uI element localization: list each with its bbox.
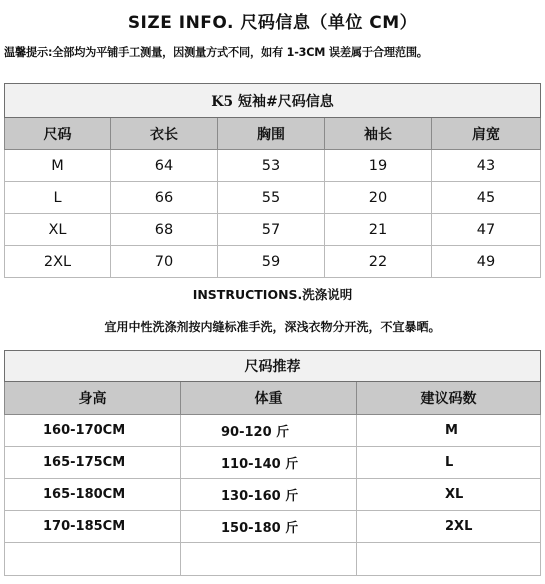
table-cell: 170-185CM (5, 511, 181, 543)
table-cell: 165-180CM (5, 479, 181, 511)
table-cell: 21 (325, 214, 432, 246)
table-cell: 2XL (357, 511, 541, 543)
table-cell: 64 (111, 150, 218, 182)
table-cell: 43 (432, 150, 541, 182)
column-header-size: 尺码 (5, 118, 111, 150)
table-cell: 53 (218, 150, 325, 182)
recommend-table-caption: 尺码推荐 (5, 351, 541, 382)
table-cell: 20 (325, 182, 432, 214)
size-table-caption: K5 短袖#尺码信息 (5, 84, 541, 118)
table-row (5, 447, 541, 479)
table-cell: 2XL (5, 246, 111, 278)
table-cell: 150-180 斤 (181, 511, 357, 543)
table-cell: M (5, 150, 111, 182)
table-row (5, 511, 541, 543)
column-header-chest: 胸围 (218, 118, 325, 150)
table-cell: 45 (432, 182, 541, 214)
table-cell (5, 543, 181, 576)
column-header-suggested-size: 建议码数 (357, 382, 541, 415)
table-row (5, 246, 541, 278)
table-cell: 160-170CM (5, 415, 181, 447)
table-cell: XL (5, 214, 111, 246)
table-cell: 49 (432, 246, 541, 278)
table-cell: 47 (432, 214, 541, 246)
table-cell: XL (357, 479, 541, 511)
instructions-title: INSTRUCTIONS.洗涤说明 (192, 287, 353, 302)
table-row (5, 479, 541, 511)
measurement-tip: 温馨提示:全部均为平铺手工测量，因测量方式不同，如有 1-3CM 误差属于合理范围。 (4, 46, 428, 59)
table-cell: 19 (325, 150, 432, 182)
column-header-weight: 体重 (181, 382, 357, 415)
table-row (5, 214, 541, 246)
table-cell: 57 (218, 214, 325, 246)
size-info-table (4, 83, 541, 278)
table-cell: 130-160 斤 (181, 479, 357, 511)
table-cell: 68 (111, 214, 218, 246)
size-recommendation-table (4, 350, 541, 576)
column-header-shoulder: 肩宽 (432, 118, 541, 150)
column-header-sleeve: 袖长 (325, 118, 432, 150)
table-cell: 110-140 斤 (181, 447, 357, 479)
table-cell: L (5, 182, 111, 214)
table-cell: 66 (111, 182, 218, 214)
empty-table-row (5, 543, 541, 576)
table-cell: 22 (325, 246, 432, 278)
table-cell: M (357, 415, 541, 447)
table-cell: 90-120 斤 (181, 415, 357, 447)
washing-instructions: 宜用中性洗涤剂按内缝标准手洗，深浅衣物分开洗，不宜暴晒。 (104, 320, 441, 334)
table-cell (181, 543, 357, 576)
column-header-height: 身高 (5, 382, 181, 415)
table-row (5, 150, 541, 182)
table-cell (357, 543, 541, 576)
table-cell: L (357, 447, 541, 479)
column-header-length: 衣长 (111, 118, 218, 150)
table-cell: 165-175CM (5, 447, 181, 479)
table-row (5, 415, 541, 447)
table-cell: 59 (218, 246, 325, 278)
table-cell: 70 (111, 246, 218, 278)
table-row (5, 182, 541, 214)
page-title: SIZE INFO. 尺码信息（单位 CM） (127, 13, 418, 33)
table-cell: 55 (218, 182, 325, 214)
